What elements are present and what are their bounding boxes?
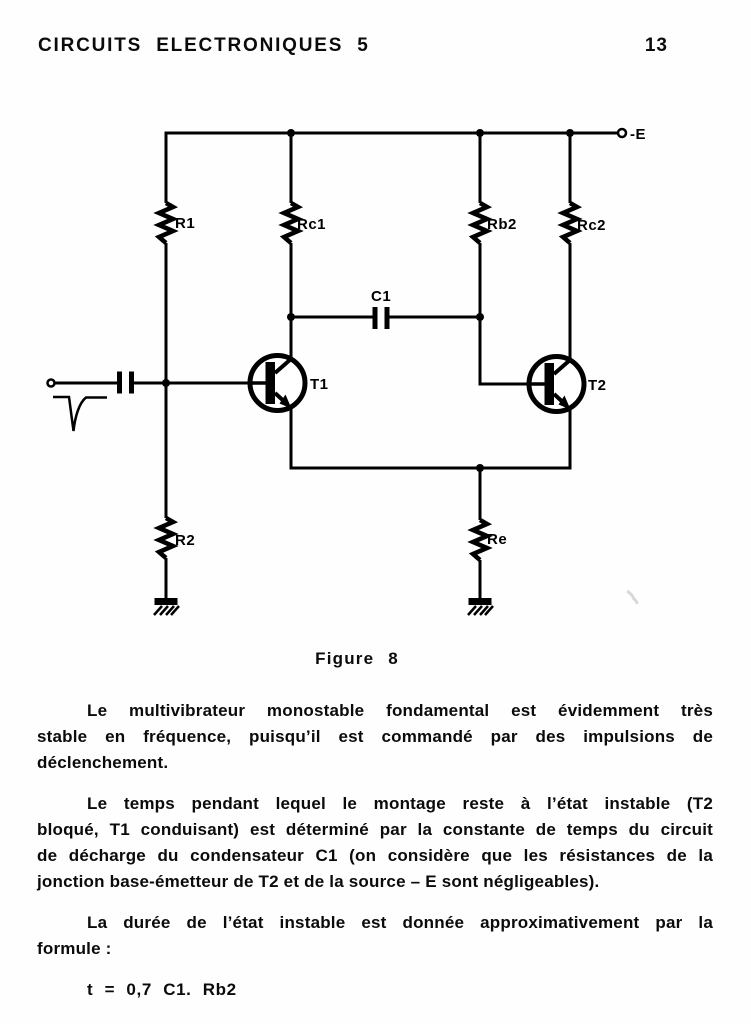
text-line: Le temps pendant lequel le montage reste à l’état instable (T2 [87, 794, 713, 813]
text-line: jonction base-émetteur de T2 et de la source – E sont négligeables). [37, 872, 600, 891]
capacitor-c1-plate [373, 307, 378, 329]
resistor-rb2 [473, 203, 487, 243]
paragraphs [37, 698, 713, 962]
resistor-r1 [159, 203, 173, 243]
supply-terminal [618, 129, 626, 137]
formula: t = 0,7 C1. Rb2 [87, 980, 237, 999]
label-t2: T2 [588, 377, 607, 394]
label-t1: T1 [310, 376, 329, 393]
label-re: Re [487, 531, 508, 548]
label-rc1: Rc1 [297, 216, 327, 233]
page-number: 13 [644, 35, 668, 56]
text-line: Le multivibrateur monostable fondamental est évidemment très [87, 701, 713, 720]
resistor-rc2 [563, 203, 577, 243]
text-line: La durée de l’état instable est donnée approximativement par la [87, 913, 713, 932]
paragraph [37, 910, 713, 962]
print-smudge [627, 591, 637, 604]
capacitor-c1-plate [385, 307, 390, 329]
paragraph [37, 791, 713, 895]
label-r1: R1 [175, 215, 196, 232]
resistor-r2 [159, 518, 173, 558]
label-r2: R2 [175, 532, 196, 549]
text-line: de décharge du condensateur C1 (on considère que les résistances de la [37, 846, 713, 865]
text-line: bloqué, T1 conduisant) est déterminé par la constante de temps du circuit [37, 820, 713, 839]
input-capacitor-plate [129, 372, 134, 394]
figure-caption: Figure 8 [315, 649, 399, 668]
resistor-re [473, 520, 487, 560]
resistor-rc1 [284, 203, 298, 243]
body-text [37, 698, 713, 1003]
label-supply: -E [630, 126, 646, 143]
junction-dots [162, 129, 574, 472]
transistor-t2 [529, 357, 584, 412]
label-c1: C1 [371, 288, 392, 305]
input-terminal [48, 380, 55, 387]
label-rb2: Rb2 [487, 216, 517, 233]
text-line: déclenchement. [37, 753, 169, 772]
ground-symbol-right [468, 598, 493, 615]
label-rc2: Rc2 [577, 217, 607, 234]
input-capacitor-plate [117, 372, 122, 394]
text-line: formule : [37, 939, 112, 958]
trigger-pulse-icon [53, 397, 107, 431]
transistor-t1 [250, 356, 305, 411]
ground-symbol-left [154, 598, 179, 615]
paragraph [37, 698, 713, 776]
page-title: CIRCUITS ELECTRONIQUES 5 [38, 35, 370, 56]
text-line: stable en fréquence, puisqu’il est commandé par des impulsions de [37, 727, 713, 746]
